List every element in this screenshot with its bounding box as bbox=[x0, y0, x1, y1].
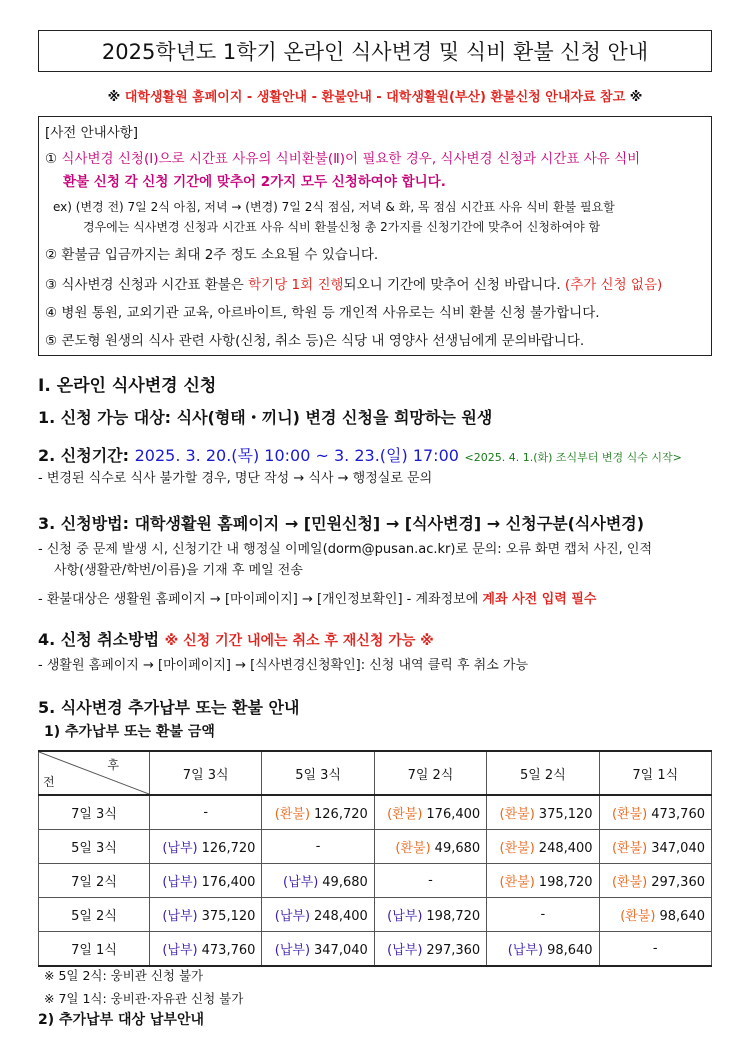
payment-tag: (납부) bbox=[274, 943, 311, 958]
item2-text: 환불금 입금까지는 최대 2주 정도 소요될 수 있습니다. bbox=[61, 247, 379, 263]
table-cell bbox=[150, 932, 262, 967]
method-note-2-required: 계좌 사전 입력 필수 bbox=[482, 592, 597, 607]
cancel-note: - 생활원 홈페이지 → [마이페이지] → [식사변경신청확인]: 신청 내역 클릭 후 취소 가능 bbox=[38, 658, 529, 673]
item3-mid: 되오니 기간에 맞추어 신청 바랍니다. bbox=[343, 277, 561, 293]
method-note-2 bbox=[38, 590, 596, 610]
table-cell bbox=[487, 864, 599, 898]
table-row bbox=[39, 795, 712, 830]
payment-tag: (납부) bbox=[162, 943, 198, 958]
item5-text: 콘도형 원생의 식사 관련 사항(신청, 취소 등)은 식당 내 영양사 선생님에게 문의바랍니다. bbox=[61, 333, 585, 349]
column-header: 7일 1식 bbox=[599, 751, 711, 795]
table-row bbox=[39, 864, 712, 898]
cancel-heading-note: ※ 신청 기간 내에는 취소 후 재신청 가능 ※ bbox=[164, 633, 434, 649]
table-row bbox=[39, 898, 712, 932]
table-cell bbox=[487, 932, 599, 967]
refund-tag: (환불) bbox=[611, 807, 648, 822]
reference-note bbox=[0, 86, 750, 105]
payment-tag: (납부) bbox=[162, 909, 198, 924]
item3-note: (추가 신청 없음) bbox=[564, 277, 663, 293]
cancel-heading bbox=[38, 627, 434, 650]
amount: 126,720 bbox=[314, 807, 368, 822]
table-cell bbox=[262, 864, 374, 898]
payment-tag: (납부) bbox=[387, 943, 423, 958]
notice-item-5 bbox=[45, 331, 584, 351]
amount: 49,680 bbox=[434, 841, 481, 856]
table-cell bbox=[599, 830, 711, 864]
table-corner bbox=[39, 751, 150, 795]
table-cell bbox=[150, 864, 262, 898]
table-cell bbox=[150, 830, 262, 864]
refund-tag: (환불) bbox=[499, 807, 535, 822]
payment-sub-2: 2) 추가납부 대상 납부안내 bbox=[38, 1012, 205, 1028]
item-number: ④ bbox=[45, 305, 58, 321]
target-heading: 1. 신청 가능 대상: 식사(형태・끼니) 변경 신청을 희망하는 원생 bbox=[38, 408, 493, 427]
fee-table bbox=[38, 750, 712, 967]
payment-heading: 5. 식사변경 추가납부 또는 환불 안내 bbox=[38, 698, 300, 717]
footnote-1: ※ 5일 2식: 웅비관 신청 불가 bbox=[44, 968, 204, 983]
refund-tag: (환불) bbox=[499, 875, 535, 890]
column-header: 5일 3식 bbox=[262, 751, 374, 795]
cancel-heading-text: 4. 신청 취소방법 bbox=[38, 630, 160, 649]
row-header: 7일 3식 bbox=[39, 795, 150, 830]
amount: 375,120 bbox=[201, 909, 256, 924]
notice-item-4 bbox=[45, 303, 600, 323]
item-number: ② bbox=[45, 247, 58, 263]
method-note-1: - 신청 중 문제 발생 시, 신청기간 내 행정실 이메일(dorm@pusan.ac.kr)로 문의: 오류 화면 캡처 사진, 인적 bbox=[38, 542, 653, 557]
payment-tag: (납부) bbox=[507, 943, 544, 958]
amount: 126,720 bbox=[201, 841, 256, 856]
payment-tag: (납부) bbox=[162, 841, 198, 856]
footnote-2: ※ 7일 1식: 웅비관·자유관 신청 불가 bbox=[44, 991, 244, 1006]
amount: 98,640 bbox=[547, 943, 593, 958]
section-heading: Ⅰ. 온라인 식사변경 신청 bbox=[38, 376, 217, 396]
corner-after-label: 후 bbox=[107, 758, 119, 772]
notice-title: [사전 안내사항] bbox=[45, 125, 139, 141]
table-cell bbox=[262, 795, 374, 830]
refund-tag: (환불) bbox=[395, 841, 431, 856]
refund-tag: (환불) bbox=[611, 841, 648, 856]
table-header-row bbox=[39, 751, 712, 795]
refund-tag: (환불) bbox=[611, 875, 648, 890]
amount: 49,680 bbox=[322, 875, 368, 890]
table-row bbox=[39, 830, 712, 864]
table-row bbox=[39, 932, 712, 967]
amount: 473,760 bbox=[201, 943, 256, 958]
table-cell bbox=[262, 898, 374, 932]
table-cell-empty: - bbox=[150, 795, 262, 830]
ref-mark-left: ※ bbox=[107, 90, 121, 105]
title-text: 2025학년도 1학기 온라인 식사변경 및 식비 환불 신청 안내 bbox=[101, 40, 649, 64]
item-number: ⑤ bbox=[45, 333, 58, 349]
table-cell bbox=[374, 795, 486, 830]
item3-pre: 식사변경 신청과 시간표 환불은 bbox=[61, 277, 244, 293]
item-number: ③ bbox=[45, 277, 58, 293]
amount: 198,720 bbox=[426, 909, 481, 924]
notice-item-3 bbox=[45, 275, 662, 295]
item3-highlight: 학기당 1회 진행 bbox=[248, 277, 344, 293]
item1-line1: 식사변경 신청(Ⅰ)으로 시간표 사유의 식비환불(Ⅱ)이 필요한 경우, 식사변경 신청과 시간표 사유 식비 bbox=[61, 151, 641, 167]
amount: 347,040 bbox=[314, 943, 368, 958]
row-header: 5일 2식 bbox=[39, 898, 150, 932]
row-header: 7일 2식 bbox=[39, 864, 150, 898]
amount: 297,360 bbox=[651, 875, 705, 890]
table-cell bbox=[262, 932, 374, 967]
table-cell-empty: - bbox=[262, 830, 374, 864]
ref-mark-right: ※ bbox=[629, 90, 643, 105]
table-cell bbox=[374, 932, 486, 967]
refund-tag: (환불) bbox=[274, 807, 311, 822]
amount: 347,040 bbox=[651, 841, 705, 856]
table-cell bbox=[374, 898, 486, 932]
amount: 473,760 bbox=[651, 807, 705, 822]
document-title bbox=[38, 30, 712, 72]
diagonal-line bbox=[39, 752, 149, 794]
amount: 297,360 bbox=[426, 943, 481, 958]
refund-tag: (환불) bbox=[499, 841, 535, 856]
table-cell bbox=[599, 795, 711, 830]
item-number: ① bbox=[45, 151, 58, 167]
row-header: 5일 3식 bbox=[39, 830, 150, 864]
payment-sub-1: 1) 추가납부 또는 환불 금액 bbox=[44, 724, 215, 740]
column-header: 5일 2식 bbox=[487, 751, 599, 795]
table-cell bbox=[374, 830, 486, 864]
row-header: 7일 1식 bbox=[39, 932, 150, 967]
payment-tag: (납부) bbox=[283, 875, 319, 890]
amount: 176,400 bbox=[201, 875, 256, 890]
notice-item-2 bbox=[45, 245, 378, 265]
refund-tag: (환불) bbox=[620, 909, 656, 924]
corner-before-label: 전 bbox=[43, 775, 55, 789]
amount: 248,400 bbox=[314, 909, 368, 924]
amount: 375,120 bbox=[538, 807, 593, 822]
table-cell-empty: - bbox=[487, 898, 599, 932]
method-note-1-cont: 사항(생활관/학번/이름)을 기재 후 메일 전송 bbox=[54, 563, 303, 578]
method-heading: 3. 신청방법: 대학생활원 홈페이지 → [민원신청] → [식사변경] → 신청구분(식사변경) bbox=[38, 514, 645, 533]
table-cell bbox=[150, 898, 262, 932]
column-header: 7일 3식 bbox=[150, 751, 262, 795]
period-heading bbox=[38, 443, 682, 466]
table-body bbox=[39, 795, 712, 966]
amount: 98,640 bbox=[659, 909, 705, 924]
table-cell-empty: - bbox=[374, 864, 486, 898]
period-dates: 2025. 3. 20.(목) 10:00 ~ 3. 23.(일) 17:00 bbox=[134, 446, 459, 465]
period-label: 2. 신청기간: bbox=[38, 446, 130, 465]
payment-tag: (납부) bbox=[274, 909, 311, 924]
table-cell bbox=[487, 795, 599, 830]
period-start-note: <2025. 4. 1.(화) 조식부터 변경 식수 시작> bbox=[464, 451, 682, 464]
amount: 198,720 bbox=[538, 875, 593, 890]
ref-text: 대학생활원 홈페이지 - 생활안내 - 환불안내 - 대학생활원(부산) 환불신청 안내자료 참고 bbox=[124, 90, 626, 105]
table-cell bbox=[487, 830, 599, 864]
notice-box bbox=[38, 116, 712, 356]
payment-tag: (납부) bbox=[387, 909, 423, 924]
amount: 248,400 bbox=[538, 841, 593, 856]
method-note-2-text: - 환불대상은 생활원 홈페이지 → [마이페이지] → [개인정보확인] - 계좌정보에 bbox=[38, 592, 479, 607]
amount: 176,400 bbox=[426, 807, 481, 822]
item1-example-1: ex) (변경 전) 7일 2식 아침, 저녁 → (변경) 7일 2식 점심, 저녁 & 화, 목 점심 시간표 사유 식비 환불 필요할 bbox=[53, 200, 615, 214]
payment-tag: (납부) bbox=[162, 875, 198, 890]
period-note: - 변경된 식수로 식사 불가할 경우, 명단 작성 → 식사 → 행정실로 문의 bbox=[38, 471, 433, 486]
notice-item-1 bbox=[45, 149, 640, 169]
item1-example-2: 경우에는 식사변경 신청과 시간표 사유 식비 환불신청 총 2가지를 신청기간에 맞추어 신청하여야 함 bbox=[83, 220, 601, 234]
column-header: 7일 2식 bbox=[374, 751, 486, 795]
item4-text: 병원 통원, 교외기관 교육, 아르바이트, 학원 등 개인적 사유로는 식비 환불 신청 불가합니다. bbox=[61, 305, 600, 321]
refund-tag: (환불) bbox=[387, 807, 423, 822]
item1-line2: 환불 신청 각 신청 기간에 맞추어 2가지 모두 신청하여야 합니다. bbox=[63, 174, 446, 190]
table-cell bbox=[599, 898, 711, 932]
table-cell-empty: - bbox=[599, 932, 711, 967]
table-cell bbox=[599, 864, 711, 898]
